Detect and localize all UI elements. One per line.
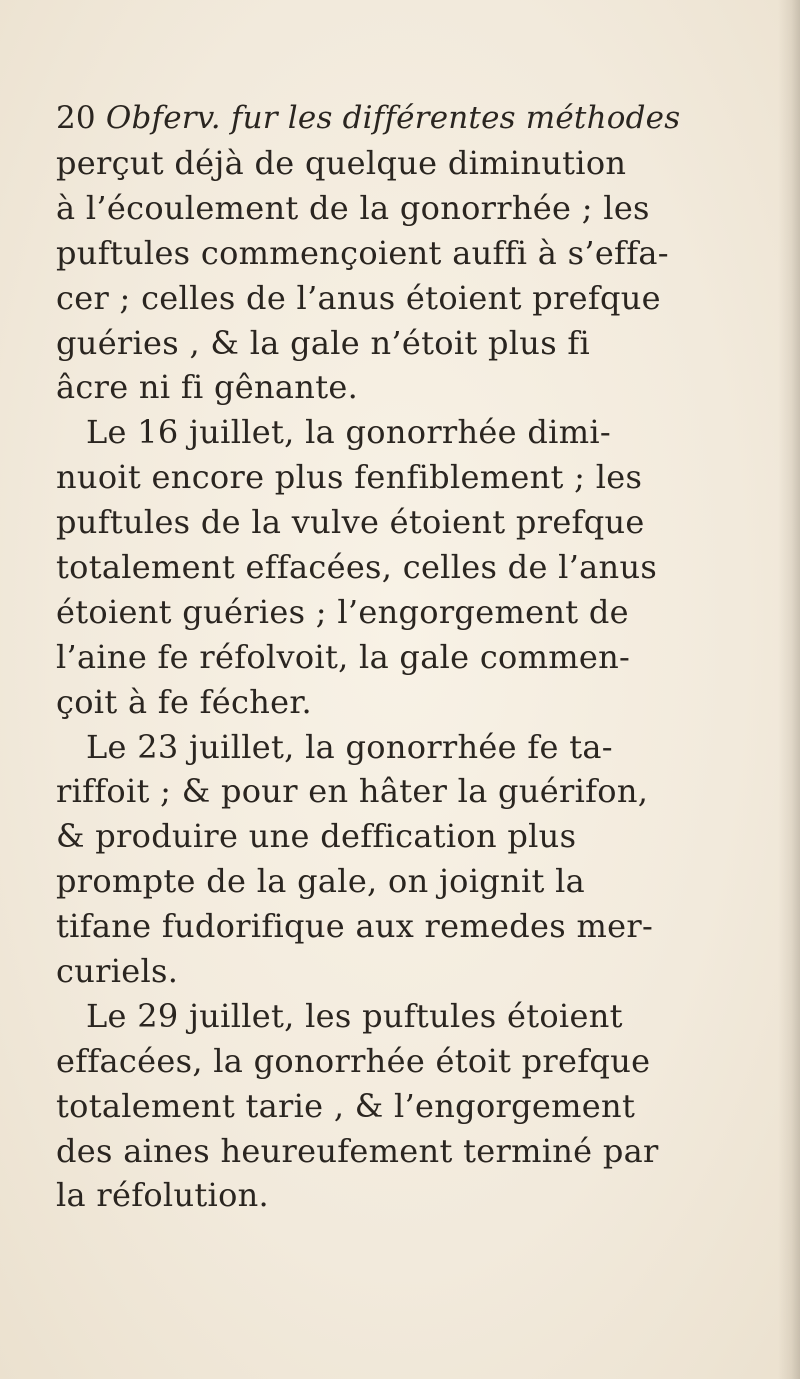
text-line: guéries , & la gale n’étoit plus fi <box>56 323 591 362</box>
text-line: perçut déjà de quelque diminution <box>56 144 627 182</box>
text-line: tifane fudorifique aux remedes mer- <box>56 907 654 946</box>
text-line: la réfolution. <box>56 1176 270 1215</box>
text-line: l’aine fe réfolvoit, la gale commen- <box>56 637 631 676</box>
page-number: 20 <box>56 100 96 136</box>
text-line: Le 29 juillet, les puftules étoient <box>86 996 623 1035</box>
text-line: puftules de la vulve étoient prefque <box>56 503 645 542</box>
text-line: étoient guéries ; l’engorgement de <box>56 592 629 631</box>
text-line: Le 23 juillet, la gonorrhée fe ta- <box>86 727 613 766</box>
text-line: cer ; celles de l’anus étoient prefque <box>56 278 661 317</box>
text-line: riffoit ; & pour en hâter la guérifon, <box>56 772 649 811</box>
text-line: Le 16 juillet, la gonorrhée dimi- <box>86 413 611 452</box>
text-line: nuoit encore plus fenfiblement ; les <box>56 458 643 497</box>
text-line: puftules commençoient auffi à s’effa- <box>56 233 669 272</box>
text-line: effacées, la gonorrhée étoit prefque <box>56 1041 651 1080</box>
text-line: totalement effacées, celles de l’anus <box>56 548 658 587</box>
text-line: prompte de la gale, on joignit la <box>56 862 586 901</box>
text-line: des aines heureufement terminé par <box>56 1131 659 1170</box>
running-head-title: Obferv. fur les différentes méthodes <box>105 100 681 136</box>
text-line: âcre ni fi gênante. <box>56 368 359 407</box>
text-line: curiels. <box>56 952 179 991</box>
body-text <box>56 141 746 1218</box>
text-line: totalement tarie , & l’engorgement <box>56 1086 636 1125</box>
text-line: à l’écoulement de la gonorrhée ; les <box>56 188 650 227</box>
text-line: & produire une deffication plus <box>56 817 577 856</box>
running-head <box>56 98 680 138</box>
text-line: çoit à fe fécher. <box>56 682 312 721</box>
page-edge-shadow <box>778 0 800 1379</box>
